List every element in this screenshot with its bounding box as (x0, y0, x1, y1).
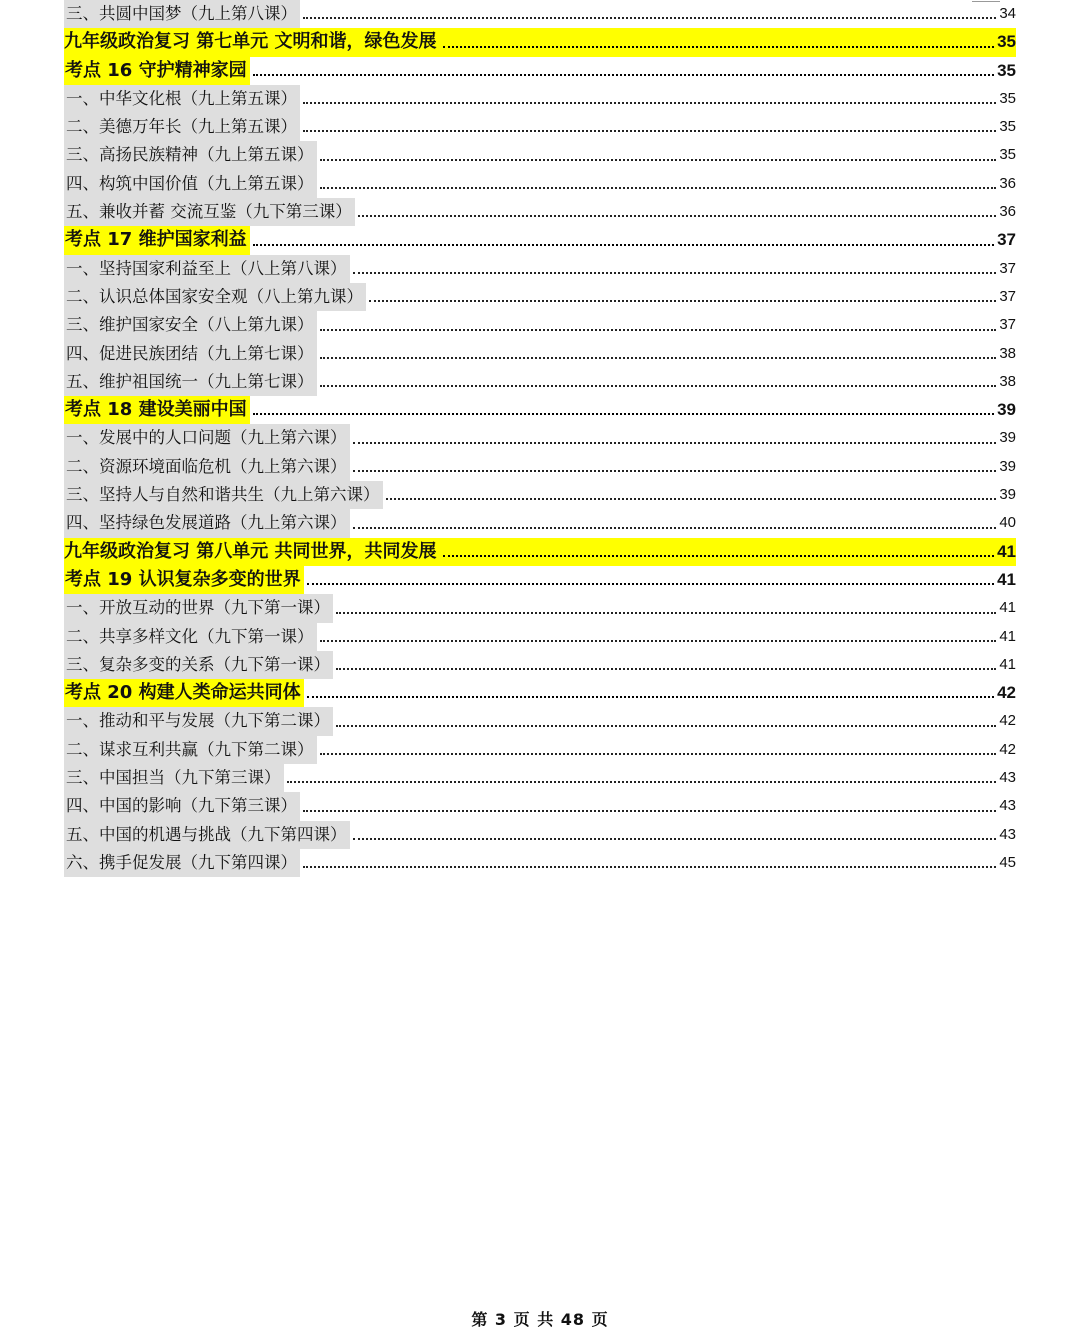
dot-leader (253, 74, 994, 76)
toc-row-topic-heading[interactable] (64, 566, 1016, 594)
toc-page-number: 37 (999, 259, 1016, 277)
toc-page-number: 39 (999, 486, 1016, 504)
dot-leader (303, 17, 996, 19)
toc-page-number: 40 (999, 514, 1016, 532)
toc-page-number: 39 (999, 429, 1016, 447)
toc-page-number: 43 (999, 769, 1016, 787)
toc-row-lesson-entry[interactable] (64, 283, 1016, 311)
toc-entry-title: 三、高扬民族精神（九上第五课） (64, 141, 317, 169)
toc-row-lesson-entry[interactable] (64, 736, 1016, 764)
dot-leader (443, 555, 995, 557)
toc-entry-title: 一、中华文化根（九上第五课） (64, 85, 300, 113)
toc-entry-title: 三、维护国家安全（八上第九课） (64, 311, 317, 339)
toc-entry-title: 二、美德万年长（九上第五课） (64, 113, 300, 141)
toc-page-number: 42 (999, 712, 1016, 730)
table-of-contents (64, 0, 1016, 877)
toc-row-lesson-entry[interactable] (64, 141, 1016, 169)
toc-page-number: 37 (997, 230, 1016, 250)
toc-page-number: 35 (999, 118, 1016, 136)
toc-row-lesson-entry[interactable] (64, 85, 1016, 113)
dot-leader (307, 583, 994, 585)
toc-row-lesson-entry[interactable] (64, 792, 1016, 820)
toc-row-lesson-entry[interactable] (64, 707, 1016, 735)
dot-leader (386, 498, 997, 500)
dot-leader (307, 696, 994, 698)
toc-page-number: 41 (997, 569, 1016, 589)
toc-entry-title: 四、构筑中国价值（九上第五课） (64, 170, 317, 198)
toc-entry-title: 九年级政治复习 第七单元 文明和谐，绿色发展 (64, 28, 440, 56)
dot-leader (303, 810, 996, 812)
dot-leader (320, 357, 997, 359)
toc-entry-title: 三、中国担当（九下第三课） (64, 764, 284, 792)
toc-page-number: 38 (999, 372, 1016, 390)
toc-page-number: 41 (999, 599, 1016, 617)
dot-leader (320, 385, 997, 387)
toc-entry-title: 考点 20 构建人类命运共同体 (64, 679, 304, 707)
toc-page-number: 35 (997, 32, 1016, 52)
dot-leader (353, 470, 997, 472)
toc-row-topic-heading[interactable] (64, 396, 1016, 424)
dot-leader (336, 612, 996, 614)
toc-row-lesson-entry[interactable] (64, 623, 1016, 651)
dot-leader (443, 46, 995, 48)
toc-entry-title: 四、坚持绿色发展道路（九上第六课） (64, 509, 350, 537)
toc-row-lesson-entry[interactable] (64, 849, 1016, 877)
dot-leader (336, 725, 996, 727)
dot-leader (353, 442, 997, 444)
toc-page-number: 45 (999, 853, 1016, 871)
toc-entry-title: 三、共圆中国梦（九上第八课） (64, 0, 300, 28)
dot-leader (303, 866, 996, 868)
toc-row-topic-heading[interactable] (64, 226, 1016, 254)
dot-leader (353, 527, 997, 529)
toc-row-lesson-entry[interactable] (64, 481, 1016, 509)
toc-row-lesson-entry[interactable] (64, 821, 1016, 849)
toc-entry-title: 三、复杂多变的关系（九下第一课） (64, 651, 333, 679)
toc-entry-title: 四、中国的影响（九下第三课） (64, 792, 300, 820)
toc-page-number: 43 (999, 825, 1016, 843)
toc-entry-title: 二、认识总体国家安全观（八上第九课） (64, 283, 366, 311)
toc-page-number: 36 (999, 203, 1016, 221)
toc-row-lesson-entry[interactable] (64, 368, 1016, 396)
toc-row-lesson-entry[interactable] (64, 453, 1016, 481)
toc-entry-title: 考点 19 认识复杂多变的世界 (64, 566, 304, 594)
dot-leader (320, 640, 997, 642)
toc-entry-title: 一、坚持国家利益至上（八上第八课） (64, 255, 350, 283)
dot-leader (303, 102, 996, 104)
dot-leader (303, 130, 996, 132)
dot-leader (253, 413, 994, 415)
toc-entry-title: 二、共享多样文化（九下第一课） (64, 623, 317, 651)
toc-entry-title: 一、开放互动的世界（九下第一课） (64, 594, 333, 622)
toc-page-number: 42 (997, 683, 1016, 703)
page-footer: 第 3 页 共 48 页 (471, 1310, 609, 1329)
toc-page-number: 34 (999, 5, 1016, 22)
toc-row-lesson-entry[interactable] (64, 340, 1016, 368)
toc-page-number: 37 (999, 287, 1016, 305)
toc-page-number: 41 (999, 627, 1016, 645)
toc-page-number: 41 (999, 655, 1016, 673)
toc-row-lesson-entry[interactable] (64, 311, 1016, 339)
toc-row-lesson-entry[interactable] (64, 509, 1016, 537)
toc-page-number: 39 (999, 457, 1016, 475)
toc-entry-title: 五、兼收并蓄 交流互鉴（九下第三课） (64, 198, 355, 226)
toc-row-unit-heading[interactable] (64, 538, 1016, 566)
toc-row-topic-heading[interactable] (64, 57, 1016, 85)
toc-page-number: 36 (999, 174, 1016, 192)
toc-page-number: 35 (999, 146, 1016, 164)
toc-entry-title: 二、谋求互利共赢（九下第二课） (64, 736, 317, 764)
toc-entry-title: 五、维护祖国统一（九上第七课） (64, 368, 317, 396)
toc-row-lesson-entry[interactable] (64, 255, 1016, 283)
toc-row-topic-heading[interactable] (64, 679, 1016, 707)
toc-row-lesson-entry[interactable] (64, 170, 1016, 198)
toc-entry-title: 一、发展中的人口问题（九上第六课） (64, 424, 350, 452)
dot-leader (287, 781, 997, 783)
dot-leader (353, 838, 997, 840)
dot-leader (253, 244, 994, 246)
toc-entry-title: 三、坚持人与自然和谐共生（九上第六课） (64, 481, 383, 509)
toc-entry-title: 九年级政治复习 第八单元 共同世界，共同发展 (64, 538, 440, 566)
toc-entry-title: 考点 16 守护精神家园 (64, 57, 250, 85)
toc-page-number: 42 (999, 740, 1016, 758)
toc-row-unit-heading[interactable] (64, 28, 1016, 56)
toc-row-lesson-entry[interactable] (64, 198, 1016, 226)
toc-row-lesson-entry[interactable] (64, 424, 1016, 452)
toc-page-number: 43 (999, 797, 1016, 815)
toc-row-lesson-entry[interactable] (64, 651, 1016, 679)
toc-entry-title: 一、推动和平与发展（九下第二课） (64, 707, 333, 735)
toc-entry-title: 考点 18 建设美丽中国 (64, 396, 250, 424)
toc-entry-title: 四、促进民族团结（九上第七课） (64, 340, 317, 368)
toc-entry-title: 考点 17 维护国家利益 (64, 226, 250, 254)
dot-leader (336, 668, 996, 670)
dot-leader (358, 215, 997, 217)
toc-row-lesson-entry[interactable] (64, 0, 1016, 28)
toc-page-number: 39 (997, 400, 1016, 420)
dot-leader (320, 329, 997, 331)
toc-entry-title: 二、资源环境面临危机（九上第六课） (64, 453, 350, 481)
dot-leader (320, 753, 997, 755)
dot-leader (369, 300, 996, 302)
toc-entry-title: 六、携手促发展（九下第四课） (64, 849, 300, 877)
toc-page-number: 37 (999, 316, 1016, 334)
toc-page-number: 35 (999, 89, 1016, 107)
toc-page-number: 35 (997, 60, 1016, 80)
dot-leader (320, 187, 997, 189)
toc-row-lesson-entry[interactable] (64, 594, 1016, 622)
dot-leader (320, 159, 997, 161)
dot-leader (353, 272, 997, 274)
toc-row-lesson-entry[interactable] (64, 113, 1016, 141)
toc-page-number: 41 (997, 541, 1016, 561)
toc-page-number: 38 (999, 344, 1016, 362)
toc-entry-title: 五、中国的机遇与挑战（九下第四课） (64, 821, 350, 849)
toc-row-lesson-entry[interactable] (64, 764, 1016, 792)
